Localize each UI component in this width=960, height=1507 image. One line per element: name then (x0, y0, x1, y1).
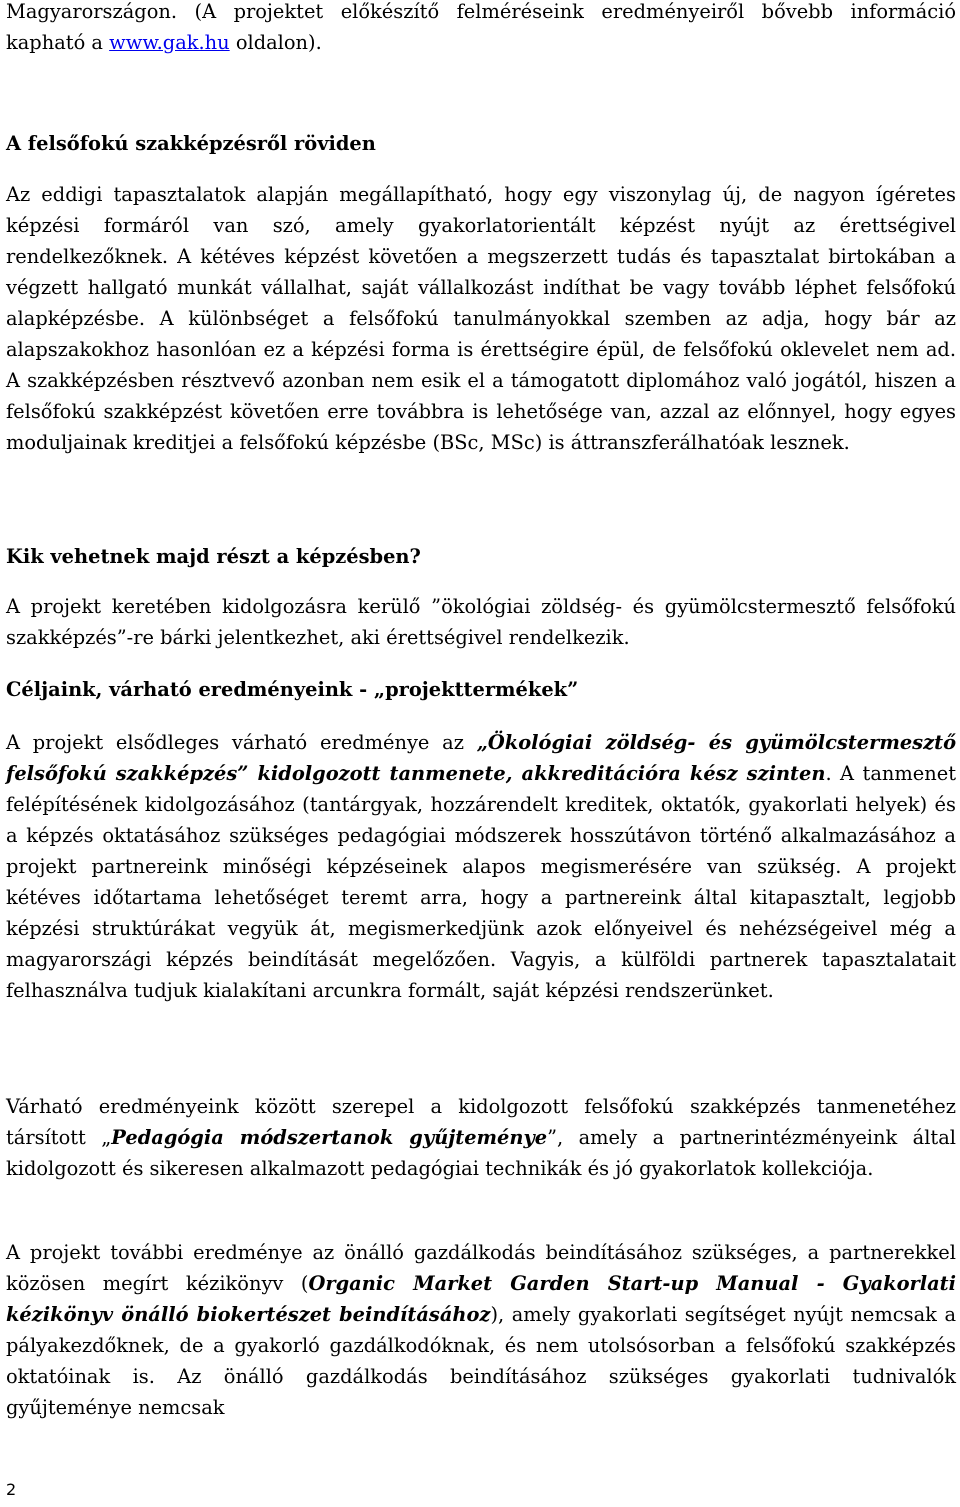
manual-title-emphasis: Organic Market Garden Start-up Manual - Gyakorlati kézikönyv önálló biokertészet beindításához (6, 1272, 956, 1326)
section-heading-goals: Céljaink, várható eredményeink - „projekttermékek” (6, 678, 579, 701)
section-heading-short-description: A felsőfokú szakképzésről röviden (6, 132, 376, 155)
section1-paragraph: Az eddigi tapasztalatok alapján megállapítható, hogy egy viszonylag új, de nagyon ígéretes képzési formáról van szó, amely gyakorlatorientált képzést nyújt az érettségivel rendelkezőknek. A kétéves képzést követően a megszerzett tudás és tapasztalat birtokában a végzett hallgató munkát vállalhat, saját vállalkozást indíthat be vagy tovább léphet felsőfokú alapképzésbe. A különbséget a felsőfokú tanulmányokkal szemben az adja, hogy bár az alapszakokhoz hasonlóan ez a képzési forma is érettségire épül, de felsőfokú oklevelet nem ad. A szakképzésben résztvevő azonban nem esik el a támogatott diplomához való jogától, hiszen a felsőfokú szakképzést követően erre továbbra is lehetősége van, azzal az előnnyel, hogy egyes moduljainak kreditjei a felsőfokú képzésbe (BSc, MSc) is áttranszferálhatóak lesznek. (6, 183, 956, 454)
pedagogy-collection-emphasis: Pedagógia módszertanok gyűjteménye (111, 1126, 548, 1149)
goals-paragraph-2: Várható eredményeink között szerepel a kidolgozott felsőfokú szakképzés tanmenetéhez társított „Pedagógia módszertanok gyűjteménye”, amely a partnerintézményeink által kidolgozott és sikeresen alkalmazott pedagógiai technikák és jó gyakorlatok kollekciója. (6, 1095, 956, 1180)
goals-paragraph-3: A projekt további eredménye az önálló gazdálkodás beindításához szükséges, a partnerekkel közösen megírt kézikönyv (Organic Market Garden Start-up Manual - Gyakorlati kézikönyv önálló biokertészet beindításához), amely gyakorlati segítséget nyújt nemcsak a pályakezdőknek, de a gyakorló gazdálkodóknak, és nem utolsósorban a felsőfokú szakképzés oktatóinak is. Az önálló gazdálkodás beindításához szükséges gyakorlati tudnivalók gyűjteménye nemcsak (6, 1241, 957, 1419)
goals-paragraph-1: A projekt elsődleges várható eredménye az „Ökológiai zöldség- és gyümölcstermesztő felsőfokú szakképzés” kidolgozott tanmenete, akkreditációra kész szinten. A tanmenet felépítésének kidolgozásához (tantárgyak, hozzárendelt kreditek, oktatók, gyakorlati helyek) és a képzés oktatásához szükséges pedagógiai módszerek hosszútávon történő alkalmazásához a projekt partnereink minőségi képzéseinek alapos megismerésére van szükség. A projekt kétéves időtartama lehetőséget teremt arra, hogy a partnereink által kitapasztalt, legjobb képzési struktúrákat vegyük át, megismerkedjünk azok előnyeivel és nehézségeivel még a magyarországi képzés beindítását megelőzően. Vagyis, a külföldi partnerek tapasztalatait felhasználva tudjuk kialakítani arcunkra formált, saját képzési rendszerünket. (6, 731, 957, 1002)
website-link[interactable]: www.gak.hu (109, 31, 230, 54)
page-number: 2 (6, 1480, 17, 1499)
curriculum-title-emphasis: „Ökológiai zöldség- és gyümölcstermesztő felsőfokú szakképzés” kidolgozott tanmenete, akkreditációra kész szinten (6, 731, 957, 785)
intro-text-before-link: Magyarországon. (A projektet előkészítő felméréseink eredményeiről bővebb információ kapható a (6, 0, 956, 54)
intro-text-after-link: oldalon). (229, 31, 322, 54)
section-heading-participants: Kik vehetnek majd részt a képzésben? (6, 545, 421, 568)
intro-paragraph (6, 0, 956, 58)
section2-paragraph: A projekt keretében kidolgozásra kerülő ”ökológiai zöldség- és gyümölcstermesztő felsőfokú szakképzés”-re bárki jelentkezhet, aki érettségivel rendelkezik. (6, 595, 956, 649)
